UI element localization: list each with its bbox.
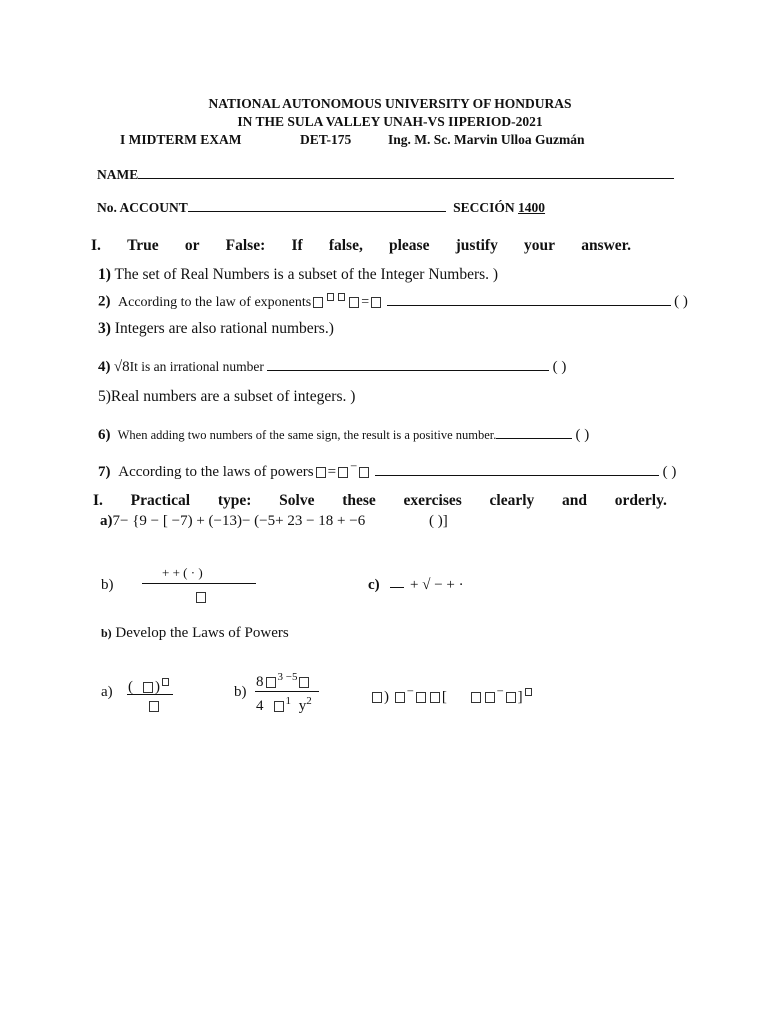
question-5: 5)Real numbers are a subset of integers. ) bbox=[98, 388, 356, 405]
teacher-name: Ing. M. Sc. Marvin Ulloa Guzmán bbox=[388, 132, 585, 147]
university-title: NATIONAL AUTONOMOUS UNIVERSITY OF HONDURAS bbox=[208, 96, 572, 111]
exercise-a: a)7− {9 − [ −7) + (−13)− (−5+ 23 − 18 + −6 ( )] bbox=[100, 513, 448, 529]
account-label: No. ACCOUNT bbox=[97, 200, 188, 215]
exercise-b-label: b) bbox=[101, 577, 114, 593]
question-4: 4) √8It is an irrational number ( ) bbox=[98, 356, 566, 376]
q4-answer-line[interactable] bbox=[267, 356, 549, 371]
power-a-label: a) bbox=[101, 684, 113, 700]
power-b-denominator: 4 $^1$ $y^2$ bbox=[256, 695, 312, 714]
question-7: 7) According to the laws of powers = − ( ) bbox=[98, 459, 677, 480]
q2-paren[interactable]: ( ) bbox=[674, 293, 688, 310]
question-6: 6) When adding two numbers of the same sign, the result is a positive number. ( ) bbox=[98, 424, 589, 444]
section-value: 1400 bbox=[518, 200, 546, 215]
power-a-fraction-bar bbox=[127, 694, 173, 695]
exercise-c-fraction-bar bbox=[390, 587, 404, 588]
q6-answer-line[interactable] bbox=[496, 424, 572, 439]
q7-paren[interactable]: ( ) bbox=[662, 464, 677, 480]
exercise-c-label: c) bbox=[368, 577, 380, 593]
power-a-denominator bbox=[147, 697, 161, 715]
exercise-b-denominator bbox=[194, 588, 208, 606]
power-c: ) − [ − ] bbox=[370, 684, 534, 706]
question-1: 1) The set of Real Numbers is a subset of the Integer Numbers. ) bbox=[98, 266, 499, 283]
exercise-b-numerator: + + ( · ) bbox=[162, 565, 203, 580]
question-3: 3) Integers are also rational numbers.) bbox=[98, 320, 334, 337]
course-code: DET-175 bbox=[300, 132, 352, 147]
name-blank[interactable] bbox=[138, 164, 674, 179]
question-2: 2) According to the law of exponents = ( ) bbox=[98, 290, 688, 311]
exam-title: I MIDTERM EXAM bbox=[120, 132, 242, 147]
section-label: SECCIÓN bbox=[453, 200, 515, 215]
power-b-label: b) bbox=[234, 684, 247, 700]
part2-title: I. Practical type: Solve these exercises clearly and orderly. bbox=[93, 492, 667, 509]
exercise-c-expression: + √ − + · bbox=[410, 577, 464, 593]
exercise-b-fraction-bar bbox=[142, 583, 256, 584]
q4-paren[interactable]: ( ) bbox=[552, 359, 567, 375]
power-b-numerator: 8 $^{3 -5}$ bbox=[256, 671, 311, 691]
campus-period: IN THE SULA VALLEY UNAH-VS IIPERIOD-2021 bbox=[237, 114, 543, 129]
part1-title: I. True or False: If false, please justify your answer. bbox=[91, 237, 631, 254]
account-field[interactable] bbox=[97, 197, 545, 216]
power-b-fraction-bar bbox=[255, 691, 319, 692]
name-label: NAME bbox=[97, 167, 139, 182]
account-blank[interactable] bbox=[188, 197, 446, 212]
q2-answer-line[interactable] bbox=[387, 291, 671, 306]
power-a-numerator: ( ) bbox=[128, 674, 171, 696]
q6-paren[interactable]: ( ) bbox=[575, 427, 590, 443]
q7-answer-line[interactable] bbox=[375, 461, 659, 476]
name-field[interactable] bbox=[97, 164, 674, 183]
part3-title: b) Develop the Laws of Powers bbox=[101, 625, 289, 641]
